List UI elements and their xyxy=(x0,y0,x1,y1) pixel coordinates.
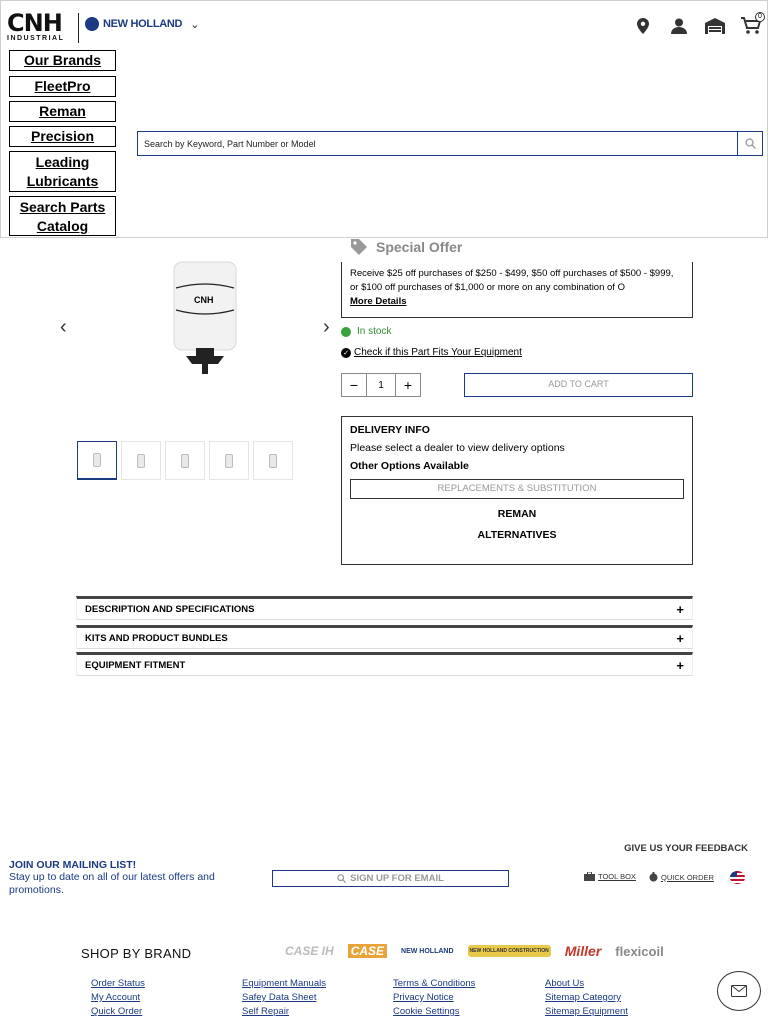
prev-image-arrow[interactable]: ‹ xyxy=(60,316,67,338)
brand-logo-case-ih[interactable]: CASE IH xyxy=(285,944,334,958)
cart-count-badge: 0 xyxy=(755,12,765,22)
other-options-label: Other Options Available xyxy=(350,460,469,472)
search-input[interactable] xyxy=(138,132,737,155)
footer-link[interactable]: Order Status xyxy=(91,978,145,989)
utility-icons xyxy=(633,15,761,37)
thumbnail[interactable] xyxy=(77,441,117,480)
footer-col-legal xyxy=(393,977,475,1018)
stock-status xyxy=(341,326,391,337)
site-header xyxy=(0,0,768,238)
user-icon[interactable] xyxy=(669,15,689,37)
brand-logo-case[interactable]: CASE xyxy=(348,944,387,958)
accordion-title: EQUIPMENT FITMENT xyxy=(85,659,186,671)
footer-link[interactable]: Equipment Manuals xyxy=(242,978,326,989)
footer-link[interactable]: About Us xyxy=(545,978,585,989)
search-icon xyxy=(745,138,756,149)
search-icon xyxy=(337,874,346,883)
special-offer-title: Special Offer xyxy=(376,239,463,255)
replacements-button[interactable]: REPLACEMENTS & SUBSTITUTION xyxy=(350,479,684,499)
nav-our-brands[interactable]: Our Brands xyxy=(9,50,116,71)
footer-col-account xyxy=(91,977,145,1018)
footer-link[interactable]: Cookie Settings xyxy=(393,1006,460,1017)
new-holland-icon xyxy=(85,17,99,31)
toolbox-label: TOOL BOX xyxy=(598,872,636,881)
plus-icon: + xyxy=(676,601,684,617)
brand-logo-new-holland[interactable]: NEW HOLLAND xyxy=(401,947,454,955)
special-offer-box xyxy=(341,262,693,318)
quantity-stepper xyxy=(341,373,421,397)
accordion-title: KITS AND PRODUCT BUNDLES xyxy=(85,632,228,644)
special-offer-text: Receive $25 off purchases of $250 - $499, $50 off purchases of $500 - $999, or $100 off purchases of $1,000 or more on any combination of O xyxy=(350,268,674,293)
quantity-input[interactable] xyxy=(366,374,396,396)
alternatives-link[interactable]: ALTERNATIVES xyxy=(477,529,557,541)
footer-link[interactable]: Quick Order xyxy=(91,1006,143,1017)
footer-link[interactable]: Self Repair xyxy=(242,1006,289,1017)
quick-order-link[interactable] xyxy=(649,872,714,882)
mailing-list-text: Stay up to date on all of our latest offers and promotions. xyxy=(9,871,215,896)
nav-precision[interactable]: Precision xyxy=(9,126,116,147)
cnh-logo[interactable] xyxy=(7,11,69,45)
delivery-info-message: Please select a dealer to view delivery options xyxy=(350,442,565,454)
logo-subtext: INDUSTRIAL xyxy=(7,35,65,42)
brand-selector-label: NEW HOLLAND xyxy=(103,18,183,30)
thumbnail[interactable] xyxy=(165,441,205,480)
search-button[interactable] xyxy=(737,132,762,155)
check-fitment-link[interactable] xyxy=(341,347,522,358)
quick-order-label: QUICK ORDER xyxy=(661,872,714,882)
brand-logo-flexicoil[interactable]: flexicoil xyxy=(615,943,664,959)
us-flag-icon[interactable] xyxy=(730,871,745,884)
tag-icon xyxy=(350,238,368,256)
product-image-label: CNH xyxy=(194,295,214,305)
delivery-info-title: DELIVERY INFO xyxy=(350,424,430,436)
toolbox-icon xyxy=(584,872,595,881)
brand-logo-new-holland-construction[interactable]: NEW HOLLAND CONSTRUCTION xyxy=(468,945,551,957)
product-image xyxy=(160,258,250,378)
footer-link[interactable]: Safey Data Sheet xyxy=(242,992,317,1003)
plus-icon: + xyxy=(676,657,684,673)
next-image-arrow[interactable]: › xyxy=(323,316,330,338)
footer-link[interactable]: My Account xyxy=(91,992,141,1003)
mailing-list-title: JOIN OUR MAILING LIST! xyxy=(9,859,137,871)
chat-button[interactable] xyxy=(717,971,761,1011)
accordion-equipment-fitment[interactable] xyxy=(76,652,693,676)
footer-col-about xyxy=(545,977,628,1018)
chat-icon xyxy=(731,985,747,997)
decrease-qty-button[interactable]: − xyxy=(349,377,359,393)
brand-selector[interactable] xyxy=(85,17,199,31)
nav-search-parts-catalog[interactable]: Search Parts Catalog xyxy=(9,196,116,236)
header-divider xyxy=(78,13,79,43)
footer-col-resources xyxy=(242,977,326,1018)
email-signup-label: SIGN UP FOR EMAIL xyxy=(350,873,444,884)
accordion-description[interactable] xyxy=(76,596,693,620)
brand-logo-miller[interactable]: Miller xyxy=(564,943,602,959)
cart-icon[interactable] xyxy=(741,15,761,37)
chevron-down-icon: ⌄ xyxy=(190,18,200,31)
increase-qty-button[interactable]: + xyxy=(403,377,413,393)
in-stock-icon xyxy=(341,327,351,337)
shop-by-brand-title: SHOP BY BRAND xyxy=(81,946,192,961)
thumbnail-strip xyxy=(77,441,293,480)
thumbnail[interactable] xyxy=(209,441,249,480)
garage-icon[interactable] xyxy=(705,15,725,37)
brand-logos xyxy=(285,943,664,959)
accordion-title: DESCRIPTION AND SPECIFICATIONS xyxy=(85,603,255,615)
location-icon[interactable] xyxy=(633,15,653,37)
toolbox-link[interactable] xyxy=(584,872,636,881)
check-fitment-label: Check if this Part Fits Your Equipment xyxy=(354,347,522,358)
nav-leading-lubricants[interactable]: Leading Lubricants xyxy=(9,151,116,192)
footer-link[interactable]: Sitemap Equipment xyxy=(545,1006,628,1017)
plus-icon: + xyxy=(676,630,684,646)
thumbnail[interactable] xyxy=(121,441,161,480)
delivery-info-panel xyxy=(341,416,693,565)
quick-order-icon xyxy=(649,872,658,882)
feedback-link[interactable]: GIVE US YOUR FEEDBACK xyxy=(624,843,748,854)
footer-link[interactable]: Terms & Conditions xyxy=(393,978,476,989)
nav-fleetpro[interactable]: FleetPro xyxy=(9,76,116,97)
logo-text: CNH xyxy=(7,9,62,37)
accordion-kits-bundles[interactable] xyxy=(76,625,693,649)
footer-link[interactable]: Sitemap Category xyxy=(545,992,622,1003)
nav-reman[interactable]: Reman xyxy=(9,101,116,122)
stock-status-text: In stock xyxy=(357,326,392,337)
offer-more-details-link[interactable]: More Details xyxy=(350,296,407,307)
thumbnail[interactable] xyxy=(253,441,293,480)
reman-link[interactable]: REMAN xyxy=(497,508,537,520)
check-circle-icon: ✓ xyxy=(341,348,351,358)
search-bar xyxy=(137,131,763,156)
footer-link[interactable]: Privacy Notice xyxy=(393,992,454,1003)
email-signup-button[interactable] xyxy=(272,870,509,887)
special-offer-header xyxy=(350,238,462,256)
add-to-cart-button[interactable]: ADD TO CART xyxy=(464,373,693,397)
